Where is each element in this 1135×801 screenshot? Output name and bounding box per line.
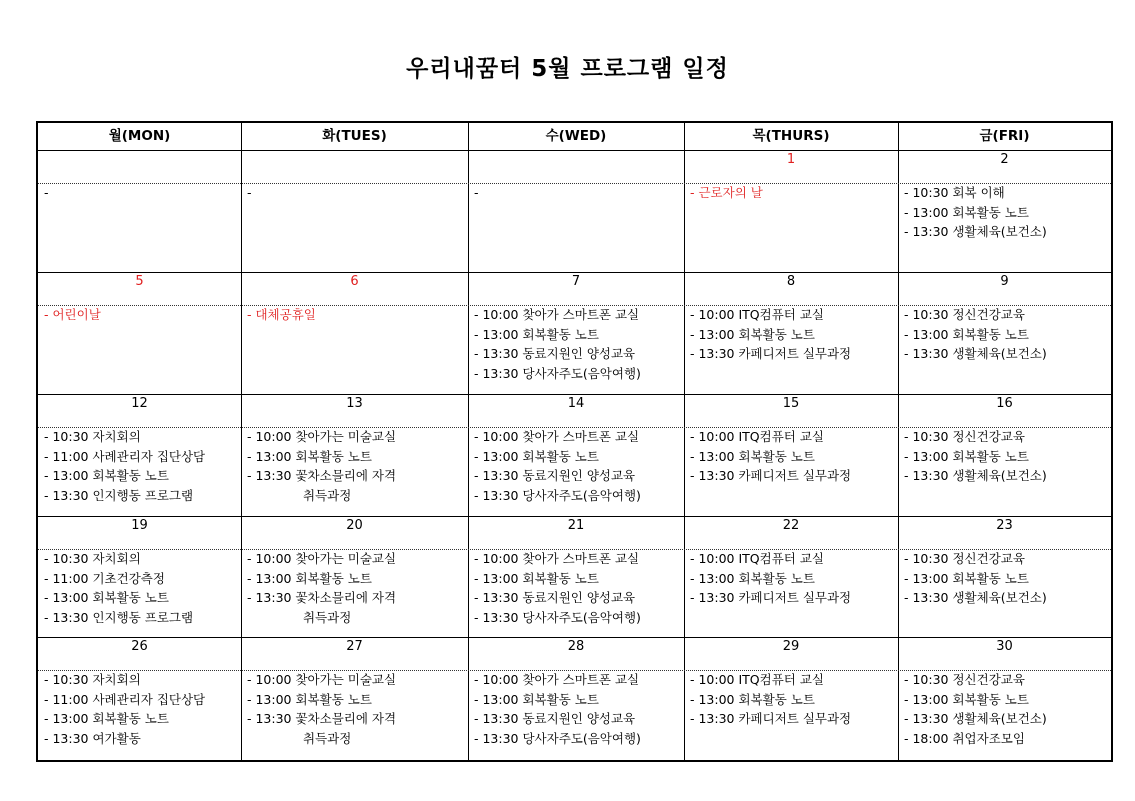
schedule-item [690, 569, 896, 589]
schedule-list [474, 305, 682, 383]
schedule-item-text: - 13:30 동료지원인 양성교육 [474, 711, 636, 727]
day-cell [898, 395, 1111, 516]
schedule-item-text: - 10:00 찾아가 스마트폰 교실 [474, 429, 640, 444]
schedule-item-text: - 10:00 ITQ컴퓨터 교실 [690, 672, 824, 687]
date-number: 15 [782, 396, 800, 411]
day-cell [684, 273, 898, 394]
schedule-list [904, 183, 1109, 242]
schedule-item-text: - 13:30 카페디저트 실무과정 [690, 346, 852, 362]
schedule-item [690, 709, 896, 729]
day-cell [898, 151, 1111, 272]
schedule-item [474, 364, 682, 384]
schedule-item [44, 466, 239, 486]
schedule-list [904, 670, 1109, 748]
schedule-item-text: - 13:00 회복활동 노트 [904, 448, 1029, 464]
schedule-item [247, 608, 466, 628]
schedule-list [690, 427, 896, 486]
day-cell [468, 395, 684, 516]
schedule-item-text: - 13:30 여가활동 [44, 730, 141, 746]
day-cell [898, 517, 1111, 637]
schedule-item [247, 670, 466, 690]
schedule-list [474, 549, 682, 627]
schedule-item [904, 325, 1109, 345]
schedule-item [44, 608, 239, 628]
calendar-table [36, 121, 1113, 762]
schedule-item [904, 305, 1109, 325]
schedule-item-text: - 10:30 자치회의 [44, 429, 141, 444]
schedule-item-text: - 13:00 회복활동 노트 [474, 691, 599, 707]
schedule-item [247, 690, 466, 710]
schedule-item-text: - 13:30 생활체육(보건소) [904, 468, 1047, 484]
date-number: 27 [346, 639, 363, 654]
day-cell [468, 517, 684, 637]
schedule-item [690, 183, 896, 203]
schedule-item [474, 466, 682, 486]
schedule-item [247, 709, 466, 729]
date-number [468, 151, 684, 182]
date-number: 16 [996, 396, 1013, 411]
schedule-item [247, 569, 466, 589]
schedule-item-text: - 13:30 당사자주도(음악여행) [474, 365, 641, 381]
schedule-item [474, 670, 682, 690]
schedule-item [474, 447, 682, 467]
date-number: 20 [346, 518, 363, 533]
schedule-item [690, 305, 896, 325]
schedule-item [474, 549, 682, 569]
schedule-item-text: - 13:00 회복활동 노트 [904, 204, 1029, 220]
schedule-item-text: - 13:30 카페디저트 실무과정 [690, 590, 852, 606]
schedule-item-text: - 13:30 생활체육(보건소) [904, 590, 1047, 606]
schedule-item-text: - 13:00 회복활동 노트 [44, 468, 169, 484]
schedule-item-text: - 13:00 회복활동 노트 [690, 326, 815, 342]
schedule-item-text: - 13:30 당사자주도(음악여행) [474, 487, 641, 503]
date-number: 6 [350, 274, 359, 289]
schedule-item [474, 588, 682, 608]
schedule-item-text: - 10:30 자치회의 [44, 672, 141, 687]
schedule-item-text: - 13:30 동료지원인 양성교육 [474, 346, 636, 362]
date-number: 9 [1000, 274, 1009, 289]
schedule-item [247, 549, 466, 569]
schedule-item [904, 222, 1109, 242]
schedule-item-text: - 10:00 ITQ컴퓨터 교실 [690, 307, 824, 322]
schedule-item [247, 427, 466, 447]
schedule-item-text: - 10:00 ITQ컴퓨터 교실 [690, 551, 824, 566]
schedule-item-text: - [247, 185, 252, 200]
schedule-item [690, 344, 896, 364]
schedule-item-text: - 13:00 회복활동 노트 [247, 570, 372, 586]
day-cell [38, 273, 241, 394]
schedule-item-text: - 13:00 회복활동 노트 [690, 691, 815, 707]
day-cell [38, 517, 241, 637]
schedule-item-text: - 11:00 사례관리자 집단상담 [44, 448, 206, 464]
weekday-header: 화(TUES) [322, 128, 387, 144]
day-cell [684, 395, 898, 516]
schedule-item [904, 670, 1109, 690]
schedule-item-text: - 13:30 동료지원인 양성교육 [474, 468, 636, 484]
schedule-item [904, 690, 1109, 710]
schedule-item [247, 305, 466, 325]
day-cell [468, 151, 684, 272]
schedule-list [44, 305, 239, 325]
schedule-list [904, 427, 1109, 486]
schedule-item-text: - 13:00 회복활동 노트 [904, 570, 1029, 586]
schedule-item-text: 취득과정 [303, 609, 352, 625]
schedule-item [44, 670, 239, 690]
date-number: 19 [131, 518, 148, 533]
schedule-item-text: - 10:00 찾아가 스마트폰 교실 [474, 551, 640, 566]
schedule-item [474, 690, 682, 710]
schedule-item-text: - 13:30 당사자주도(음악여행) [474, 609, 641, 625]
schedule-list [247, 305, 466, 325]
schedule-item-text: - 10:00 찾아가는 미술교실 [247, 672, 397, 687]
date-number: 2 [1000, 152, 1009, 167]
schedule-item [690, 325, 896, 345]
schedule-item-text: - 13:00 회복활동 노트 [247, 691, 372, 707]
schedule-item [690, 447, 896, 467]
schedule-list [247, 549, 466, 627]
schedule-item [904, 569, 1109, 589]
weekday-header: 월(MON) [108, 128, 171, 144]
schedule-item [44, 709, 239, 729]
date-number: 14 [567, 396, 585, 411]
schedule-item [474, 325, 682, 345]
schedule-item [904, 427, 1109, 447]
schedule-list [247, 183, 466, 203]
schedule-item-text: - 대체공휴일 [247, 307, 316, 322]
schedule-item [44, 427, 239, 447]
day-cell [38, 151, 241, 272]
schedule-item-text: - 어린이날 [44, 307, 101, 322]
schedule-item [904, 183, 1109, 203]
schedule-item [690, 690, 896, 710]
schedule-item-text: - 13:00 회복활동 노트 [44, 711, 169, 727]
schedule-item-text: - 13:30 꽃차소믈리에 자격 [247, 711, 397, 727]
date-number: 12 [131, 396, 148, 411]
schedule-item-text: - 10:30 정신건강교육 [904, 307, 1025, 322]
date-number: 22 [782, 518, 800, 533]
schedule-item [474, 709, 682, 729]
schedule-item-text: - 13:00 회복활동 노트 [904, 691, 1029, 707]
date-number: 8 [786, 274, 796, 289]
schedule-item [247, 447, 466, 467]
schedule-item-text: - 13:30 인지행동 프로그램 [44, 609, 194, 625]
schedule-item-text: - 10:00 ITQ컴퓨터 교실 [690, 429, 824, 444]
date-number: 28 [567, 639, 585, 654]
schedule-item [44, 447, 239, 467]
schedule-item-text: - 10:30 정신건강교육 [904, 551, 1025, 566]
day-cell [468, 638, 684, 760]
schedule-item-text: - 10:00 찾아가는 미술교실 [247, 551, 397, 566]
date-number: 5 [135, 274, 144, 289]
schedule-item-text: - 10:00 찾아가는 미술교실 [247, 429, 397, 444]
schedule-list [904, 549, 1109, 608]
schedule-item-text: - 18:00 취업자조모임 [904, 730, 1025, 746]
schedule-item [690, 588, 896, 608]
schedule-item-text: - 13:30 생활체육(보건소) [904, 224, 1047, 240]
schedule-list [690, 670, 896, 729]
schedule-item-text: - 13:30 꽃차소믈리에 자격 [247, 590, 397, 606]
date-number: 30 [996, 639, 1013, 654]
schedule-item [44, 305, 239, 325]
schedule-item-text: - 13:00 회복활동 노트 [44, 590, 169, 606]
schedule-list [474, 183, 682, 203]
day-cell [684, 151, 898, 272]
schedule-item-text: - 10:30 정신건강교육 [904, 429, 1025, 444]
schedule-item-text: - 10:30 자치회의 [44, 551, 141, 566]
date-number: 21 [567, 518, 585, 533]
schedule-item-text: 취득과정 [303, 730, 352, 746]
date-number: 13 [346, 396, 363, 411]
schedule-item [474, 427, 682, 447]
schedule-item [904, 729, 1109, 749]
date-number: 26 [131, 639, 148, 654]
schedule-item [247, 588, 466, 608]
schedule-list [474, 427, 682, 505]
schedule-item [690, 466, 896, 486]
schedule-item-text: - 13:00 회복활동 노트 [247, 448, 372, 464]
schedule-item-text: - 13:00 회복활동 노트 [690, 448, 815, 464]
schedule-item [44, 549, 239, 569]
schedule-item [904, 203, 1109, 223]
schedule-item [904, 588, 1109, 608]
weekday-header: 수(WED) [545, 128, 607, 144]
schedule-item-text: - 13:00 회복활동 노트 [474, 570, 599, 586]
date-number: 7 [571, 274, 581, 289]
schedule-item [904, 447, 1109, 467]
schedule-list [44, 183, 239, 203]
schedule-item-text: - 13:30 카페디저트 실무과정 [690, 711, 852, 727]
day-cell [241, 273, 468, 394]
schedule-item-text: - 13:30 인지행동 프로그램 [44, 487, 194, 503]
schedule-list [904, 305, 1109, 364]
schedule-item [474, 486, 682, 506]
schedule-item-text: - 13:00 회복활동 노트 [690, 570, 815, 586]
day-cell [241, 395, 468, 516]
weekday-header: 목(THURS) [752, 128, 830, 144]
date-number [38, 151, 241, 182]
schedule-item [904, 466, 1109, 486]
schedule-item-text: - 13:30 당사자주도(음악여행) [474, 730, 641, 746]
schedule-item [904, 549, 1109, 569]
schedule-list [690, 183, 896, 203]
date-number: 23 [996, 518, 1013, 533]
schedule-list [247, 670, 466, 748]
schedule-item-text: - 13:30 생활체육(보건소) [904, 711, 1047, 727]
schedule-item [247, 486, 466, 506]
schedule-item [690, 549, 896, 569]
schedule-list [247, 427, 466, 505]
weekday-header: 금(FRI) [979, 128, 1030, 144]
schedule-item-text: - 10:30 정신건강교육 [904, 672, 1025, 687]
schedule-item [904, 709, 1109, 729]
schedule-item [690, 427, 896, 447]
day-cell [898, 638, 1111, 760]
schedule-list [44, 427, 239, 505]
page-title: 우리내꿈터 5월 프로그램 일정 [406, 56, 729, 82]
schedule-item [44, 183, 239, 203]
day-cell [241, 638, 468, 760]
schedule-item [474, 729, 682, 749]
schedule-item-text: - 13:30 생활체육(보건소) [904, 346, 1047, 362]
day-cell [684, 638, 898, 760]
schedule-item [474, 344, 682, 364]
schedule-item-text: - 11:00 사례관리자 집단상담 [44, 691, 206, 707]
schedule-list [474, 670, 682, 748]
date-number: 29 [782, 639, 800, 654]
schedule-item-text: - 13:30 꽃차소믈리에 자격 [247, 468, 397, 484]
day-cell [241, 151, 468, 272]
schedule-item-text: - 10:30 회복 이해 [904, 185, 1005, 200]
schedule-list [690, 549, 896, 608]
schedule-item [904, 344, 1109, 364]
day-cell [898, 273, 1111, 394]
schedule-item [474, 183, 682, 203]
schedule-item [44, 690, 239, 710]
date-number: 1 [786, 152, 796, 167]
schedule-item-text: - 13:30 카페디저트 실무과정 [690, 468, 852, 484]
day-cell [241, 517, 468, 637]
schedule-item [44, 729, 239, 749]
schedule-item [247, 729, 466, 749]
schedule-item-text: - [44, 185, 49, 200]
schedule-item [474, 569, 682, 589]
date-number [241, 151, 468, 182]
day-cell [684, 517, 898, 637]
schedule-item-text: - 근로자의 날 [690, 185, 763, 200]
schedule-item [690, 670, 896, 690]
schedule-item-text: 취득과정 [303, 487, 352, 503]
schedule-item [247, 466, 466, 486]
schedule-item [247, 183, 466, 203]
schedule-item [44, 588, 239, 608]
schedule-item-text: - 11:00 기초건강측정 [44, 570, 165, 586]
schedule-item [474, 305, 682, 325]
schedule-item [474, 608, 682, 628]
schedule-item-text: - 10:00 찾아가 스마트폰 교실 [474, 307, 640, 322]
day-cell [38, 395, 241, 516]
schedule-item-text: - 13:00 회복활동 노트 [474, 326, 599, 342]
schedule-item-text: - 13:30 동료지원인 양성교육 [474, 590, 636, 606]
schedule-item-text: - [474, 185, 479, 200]
schedule-item [44, 486, 239, 506]
schedule-item-text: - 13:00 회복활동 노트 [904, 326, 1029, 342]
schedule-list [44, 549, 239, 627]
schedule-list [690, 305, 896, 364]
schedule-list [44, 670, 239, 748]
schedule-item-text: - 10:00 찾아가 스마트폰 교실 [474, 672, 640, 687]
day-cell [468, 273, 684, 394]
day-cell [38, 638, 241, 760]
schedule-item-text: - 13:00 회복활동 노트 [474, 448, 599, 464]
schedule-item [44, 569, 239, 589]
